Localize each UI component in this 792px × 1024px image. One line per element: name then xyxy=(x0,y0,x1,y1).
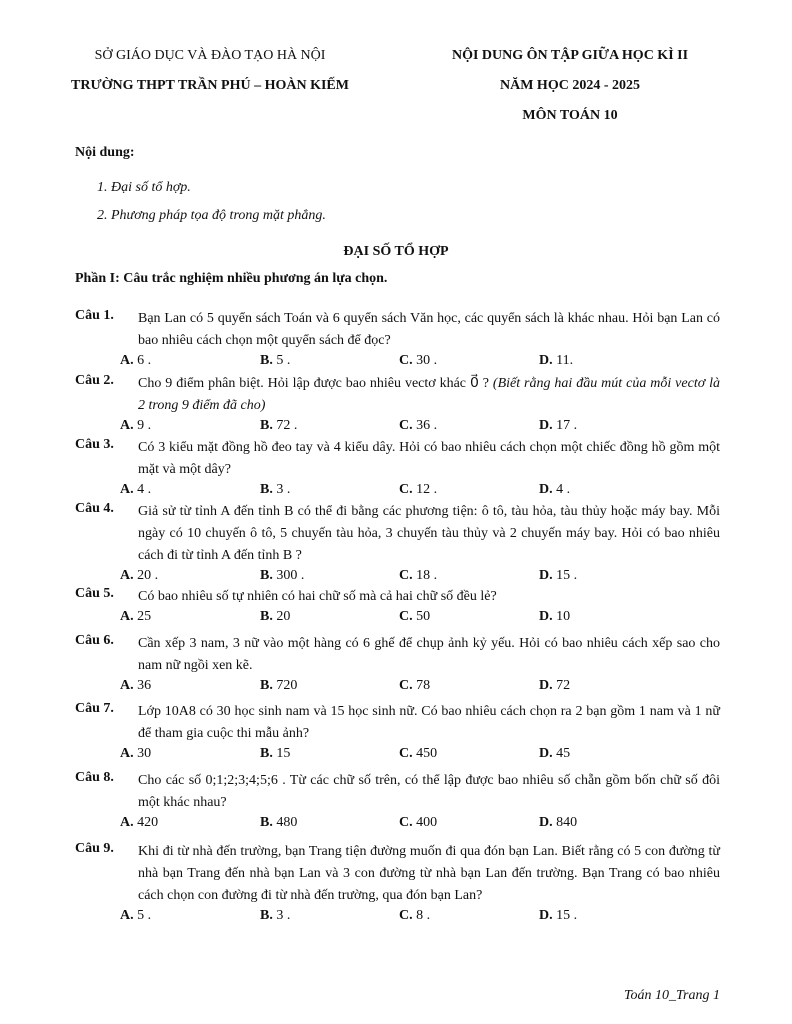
section-title: ĐẠI SỐ TỔ HỢP xyxy=(343,244,449,259)
option-c: C. 18 . xyxy=(399,568,438,583)
option-c: C. 450 xyxy=(399,746,438,761)
option-c: C. 8 . xyxy=(399,908,431,923)
option-d: D. 17 . xyxy=(539,418,578,433)
option-c: C. 50 xyxy=(399,609,431,624)
question-text: Cho 9 điểm phân biệt. Hỏi lập được bao nhiêu vectơ khác 0⃗ ? (Biết rằng hai đầu mút của mỗi vectơ là 2 trong 9 điểm đã cho) xyxy=(138,376,720,413)
question-number: Câu 3. xyxy=(75,437,114,452)
contents-item: 2. Phương pháp tọa độ trong mặt phẳng. xyxy=(97,208,326,223)
option-d: D. 4 . xyxy=(539,482,571,497)
question-options xyxy=(75,746,720,766)
question-number: Câu 2. xyxy=(75,373,114,388)
question-options xyxy=(75,908,720,928)
question-text: Khi đi từ nhà đến trường, bạn Trang tiện đường muốn đi qua đón bạn Lan. Biết rằng có 5 con đường từ nhà bạn Trang đến nhà bạn Lan và 3 con đường từ nhà bạn Lan đến trường. Bạn Trang có bao nhiêu cách chọn con đường đi từ nhà đến trường, qua đón bạn Lan? xyxy=(138,844,720,903)
option-c: C. 400 xyxy=(399,815,438,830)
question-options xyxy=(75,609,720,629)
option-d: D. 72 xyxy=(539,678,571,693)
question-options xyxy=(75,418,720,438)
question-text: Cho các số 0;1;2;3;4;5;6 . Từ các chữ số trên, có thể lập được bao nhiêu số chẵn gồm bốn chữ số đôi một khác nhau? xyxy=(138,773,720,810)
question-text: Cần xếp 3 nam, 3 nữ vào một hàng có 6 ghế để chụp ảnh kỷ yếu. Hỏi có bao nhiêu cách xếp sao cho nam nữ ngồi xen kẽ. xyxy=(138,636,720,673)
question xyxy=(75,701,720,766)
option-c: C. 78 xyxy=(399,678,431,693)
question-text: Lớp 10A8 có 30 học sinh nam và 15 học sinh nữ. Có bao nhiêu cách chọn ra 2 bạn gồm 1 nam và 1 nữ để tham gia cuộc thi mẫu ảnh? xyxy=(138,704,720,741)
option-a: A. 420 xyxy=(120,815,159,830)
contents-list xyxy=(97,178,326,234)
question-options xyxy=(75,815,720,835)
school-name: TRƯỜNG THPT TRẦN PHÚ – HOÀN KIẾM xyxy=(71,78,349,93)
doc-title: NỘI DUNG ÔN TẬP GIỮA HỌC KÌ II xyxy=(451,48,689,63)
question-text: Có 3 kiểu mặt đồng hồ đeo tay và 4 kiểu dây. Hỏi có bao nhiêu cách chọn một chiếc đồng hồ gồm một mặt và một dây? xyxy=(138,440,720,477)
option-a: A. 6 . xyxy=(120,353,152,368)
page-footer: Toán 10_Trang 1 xyxy=(624,988,720,1003)
option-d: D. 15 . xyxy=(539,568,578,583)
option-c: C. 12 . xyxy=(399,482,438,497)
question xyxy=(75,586,720,629)
header-right xyxy=(410,46,730,136)
option-d: D. 840 xyxy=(539,815,578,830)
question-number: Câu 1. xyxy=(75,308,114,323)
question-number: Câu 5. xyxy=(75,586,114,601)
option-b: B. 300 . xyxy=(260,568,305,583)
option-a: A. 9 . xyxy=(120,418,152,433)
question-text: Có bao nhiêu số tự nhiên có hai chữ số mà cả hai chữ số đều lẻ? xyxy=(138,589,497,604)
option-b: B. 3 . xyxy=(260,482,291,497)
option-a: A. 20 . xyxy=(120,568,159,583)
option-b: B. 3 . xyxy=(260,908,291,923)
question-number: Câu 7. xyxy=(75,701,114,716)
contents-item: 1. Đại số tổ hợp. xyxy=(97,180,191,195)
question xyxy=(75,501,720,588)
question-number: Câu 4. xyxy=(75,501,114,516)
option-d: D. 11. xyxy=(539,353,574,368)
option-a: A. 5 . xyxy=(120,908,152,923)
option-d: D. 10 xyxy=(539,609,571,624)
option-a: A. 36 xyxy=(120,678,152,693)
question-options xyxy=(75,482,720,502)
question-text: Bạn Lan có 5 quyển sách Toán và 6 quyển sách Văn học, các quyển sách là khác nhau. Hỏi bạn Lan có bao nhiêu cách chọn một quyển sách để đọc? xyxy=(138,311,720,348)
question-number: Câu 8. xyxy=(75,770,114,785)
question xyxy=(75,770,720,835)
part-title: Phần I: Câu trắc nghiệm nhiều phương án lựa chọn. xyxy=(75,271,388,286)
option-a: A. 25 xyxy=(120,609,152,624)
question-number: Câu 6. xyxy=(75,633,114,648)
option-b: B. 20 xyxy=(260,609,291,624)
option-b: B. 15 xyxy=(260,746,291,761)
option-d: D. 15 . xyxy=(539,908,578,923)
header-left xyxy=(40,46,380,106)
option-c: C. 30 . xyxy=(399,353,438,368)
question-text: Giả sử từ tỉnh A đến tỉnh B có thể đi bằng các phương tiện: ô tô, tàu hỏa, tàu thủy hoặc máy bay. Mỗi ngày có 10 chuyến ô tô, 5 chuyến tàu hỏa, 3 chuyến tàu thủy và 2 chuyến máy bay. Hỏi có bao nhiêu cách đi từ tỉnh A đến tỉnh B ? xyxy=(138,504,720,563)
question xyxy=(75,437,720,502)
school-year: NĂM HỌC 2024 - 2025 xyxy=(500,78,640,93)
subject: MÔN TOÁN 10 xyxy=(522,108,618,123)
option-b: B. 5 . xyxy=(260,353,291,368)
question-options xyxy=(75,353,720,373)
question xyxy=(75,841,720,928)
option-a: A. 4 . xyxy=(120,482,152,497)
option-c: C. 36 . xyxy=(399,418,438,433)
option-a: A. 30 xyxy=(120,746,152,761)
question xyxy=(75,308,720,373)
option-d: D. 45 xyxy=(539,746,571,761)
option-b: B. 72 . xyxy=(260,418,298,433)
department-name: SỞ GIÁO DỤC VÀ ĐÀO TẠO HÀ NỘI xyxy=(94,48,326,63)
question-options xyxy=(75,678,720,698)
contents-label: Nội dung: xyxy=(75,145,135,160)
question-number: Câu 9. xyxy=(75,841,114,856)
option-b: B. 480 xyxy=(260,815,298,830)
question xyxy=(75,633,720,698)
option-b: B. 720 xyxy=(260,678,298,693)
question-options xyxy=(75,568,720,588)
question xyxy=(75,373,720,438)
